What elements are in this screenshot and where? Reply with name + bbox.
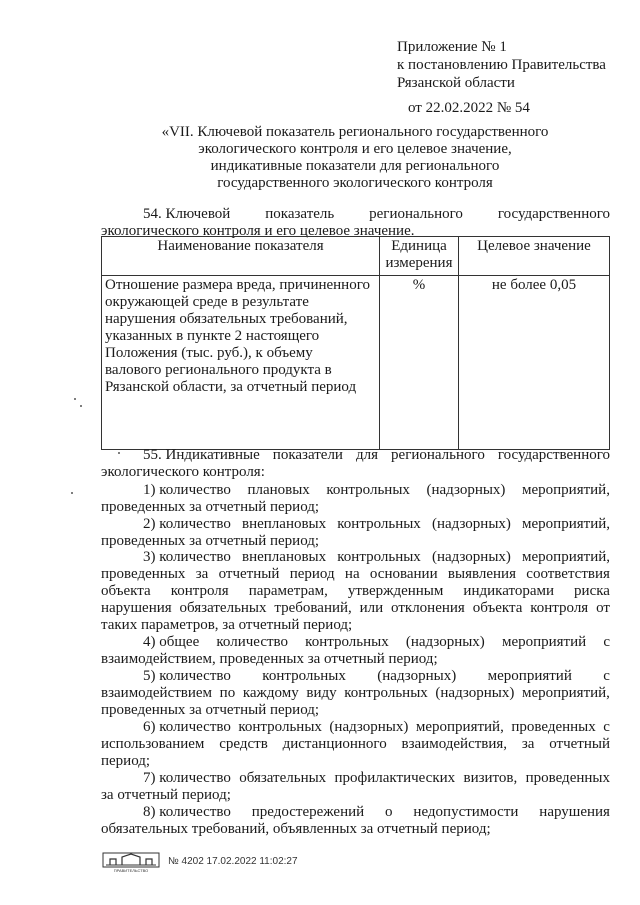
appendix-line: Рязанской области (397, 75, 515, 91)
header-unit: Единица измерения (380, 237, 459, 276)
list-item-2: 2) количество внеплановых контрольных (надзорных) мероприятий, (143, 516, 610, 532)
list-item-5-cont: проведенных за отчетный период; (101, 702, 320, 718)
list-item-2-cont: проведенных за отчетный период; (101, 533, 320, 549)
list-item-8: 8) количество предостережений о недопустимости нарушения (143, 804, 610, 820)
section-title-line: «VII. Ключевой показатель регионального государственного (161, 124, 549, 140)
list-item-5: 5) количество контрольных (надзорных) мероприятий с (143, 668, 610, 684)
svg-text:ПРАВИТЕЛЬСТВО: ПРАВИТЕЛЬСТВО (113, 868, 149, 873)
table-row (102, 276, 610, 450)
registration-stamp: № 4202 17.02.2022 11:02:27 (168, 856, 298, 867)
scan-speck (118, 452, 120, 454)
paragraph-54: 54. Ключевой показатель регионального государственного (143, 206, 610, 222)
target-cell: не более 0,05 (459, 276, 610, 450)
list-item-3-cont: таких параметров, за отчетный период; (101, 617, 353, 633)
header-target: Целевое значение (459, 237, 610, 276)
list-item-6: 6) количество контрольных (надзорных) мероприятий, проведенных с (143, 719, 610, 735)
government-logo-icon (102, 851, 160, 873)
table-header-row (102, 237, 610, 276)
list-item-3: 3) количество внеплановых контрольных (надзорных) мероприятий, (143, 549, 610, 565)
list-item-1: 1) количество плановых контрольных (надзорных) мероприятий, (143, 482, 610, 498)
appendix-line: Приложение № 1 (397, 39, 507, 55)
list-item-1-cont: проведенных за отчетный период; (101, 499, 320, 515)
section-title-line: экологического контроля и его целевое значение, (198, 141, 512, 157)
paragraph-55-cont: экологического контроля: (101, 464, 265, 480)
kpi-table (101, 236, 610, 450)
appendix-header (397, 38, 606, 92)
list-item-6-line2: использованием средств дистанционного взаимодействия, за отчетный (101, 736, 610, 752)
unit-cell: % (380, 276, 459, 450)
list-item-3-line4: нарушения обязательных требований, или отклонения объекта контроля от (101, 600, 610, 616)
scan-speck (71, 492, 73, 494)
scan-speck (80, 405, 82, 407)
list-item-4-cont: взаимодействием, проведенных за отчетный период; (101, 651, 438, 667)
indicator-name-cell: Отношение размера вреда, причиненного окружающей среде в результате нарушения обязательных требований, указанных в пункте 2 настоящего Положения (тыс. руб.), к объему валового регионального продукта в Рязанской области, за отчетный период (102, 276, 380, 450)
list-item-5-line2: взаимодействием по каждому виду контрольных (надзорных) мероприятий, (101, 685, 610, 701)
section-title-line: государственного экологического контроля (217, 175, 493, 191)
header-indicator-name: Наименование показателя (102, 237, 380, 276)
paragraph-54-cont: экологического контроля и его целевое значение. (101, 223, 415, 239)
section-title-line: индикативные показатели для регионального (210, 158, 500, 174)
appendix-line: к постановлению Правительства (397, 57, 606, 73)
paragraph-55: 55. Индикативные показатели для регионального государственного (143, 447, 610, 463)
scan-speck (74, 398, 76, 400)
list-item-3-line2: проведенных за отчетный период на основании выявления соответствия (101, 566, 610, 582)
resolution-date-number: от 22.02.2022 № 54 (408, 100, 530, 116)
list-item-4: 4) общее количество контрольных (надзорных) мероприятий с (143, 634, 610, 650)
list-item-3-line3: объекта контроля параметрам, утвержденным индикаторами риска (101, 583, 610, 599)
list-item-6-cont: период; (101, 753, 151, 769)
list-item-7-cont: за отчетный период; (101, 787, 231, 803)
list-item-8-cont: обязательных требований, объявленных за отчетный период; (101, 821, 491, 837)
list-item-7: 7) количество обязательных профилактических визитов, проведенных (143, 770, 610, 786)
